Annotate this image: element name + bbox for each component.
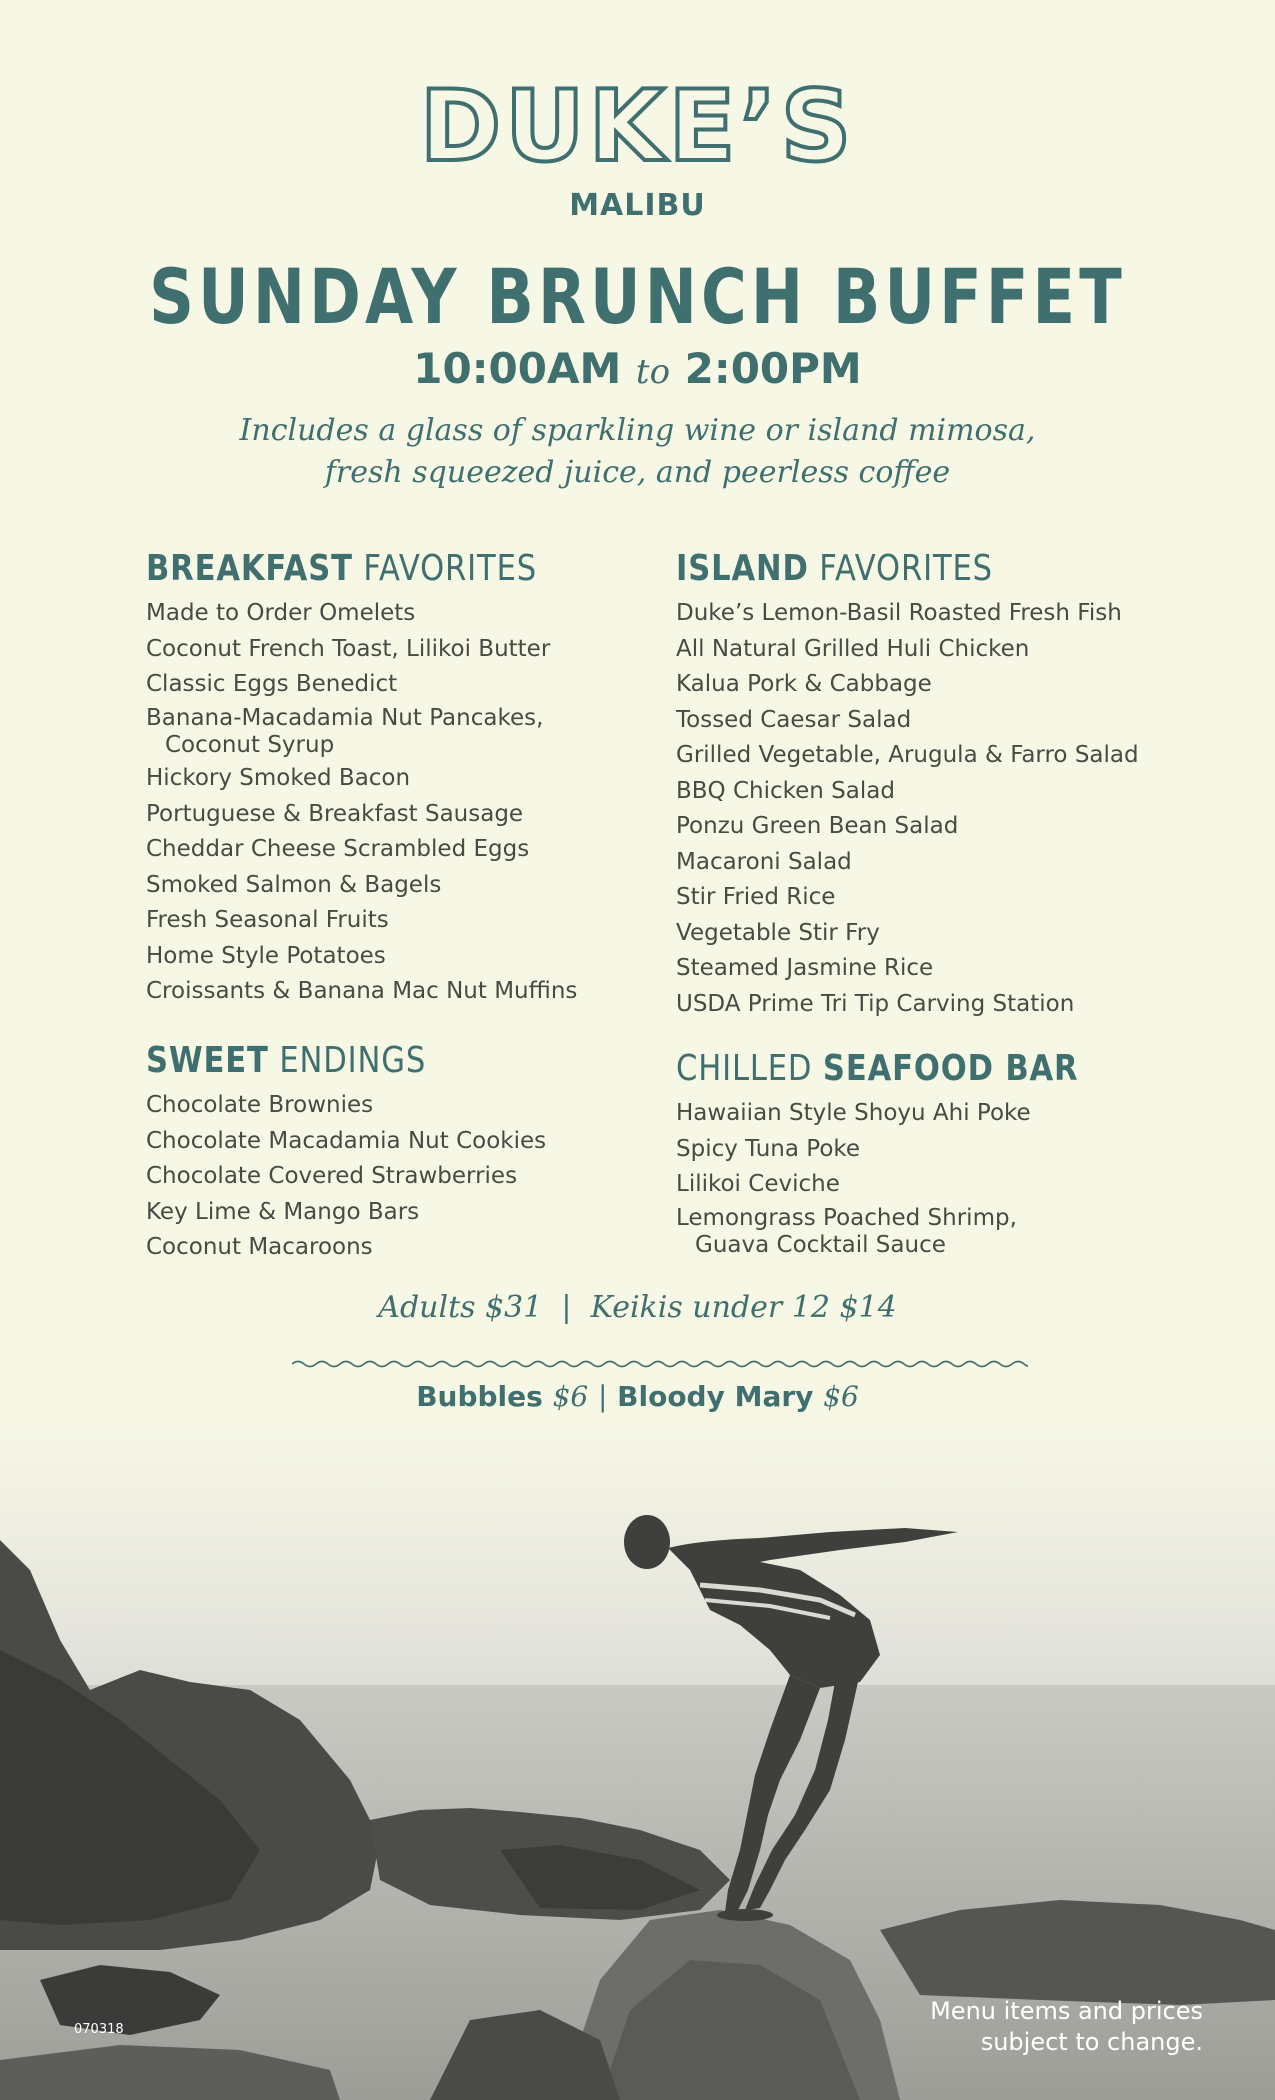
list-item: [146, 705, 666, 759]
list-item: Coconut Macaroons: [146, 1234, 373, 1260]
keiki-price: Keikis under 12 $14: [590, 1290, 897, 1325]
list-item: Lilikoi Ceviche: [676, 1171, 840, 1197]
list-item: Portuguese & Breakfast Sausage: [146, 800, 524, 827]
drink-bubbles: Bubbles: [416, 1380, 543, 1413]
breakfast-heading: [146, 546, 588, 592]
seafood-section: [676, 1046, 1196, 1263]
list-item: Ponzu Green Bean Salad: [676, 813, 959, 839]
list-item: Chocolate Covered Strawberries: [146, 1163, 518, 1189]
list-item: Hickory Smoked Bacon: [146, 765, 411, 791]
list-item: Smoked Salmon & Bagels: [146, 871, 442, 898]
hours: [0, 344, 1275, 393]
island-section: [676, 546, 1196, 1024]
price-separator: |: [561, 1290, 572, 1325]
list-item: BBQ Chicken Salad: [676, 777, 895, 804]
list-item: [676, 1205, 1196, 1259]
list-item: Tossed Caesar Salad: [676, 706, 912, 733]
list-item: USDA Prime Tri Tip Carving Station: [676, 990, 1075, 1017]
adult-price: Adults $31: [378, 1290, 543, 1325]
list-item: Chocolate Macadamia Nut Cookies: [146, 1127, 547, 1154]
list-item: Vegetable Stir Fry: [676, 919, 880, 946]
list-item: Croissants & Banana Mac Nut Muffins: [146, 978, 578, 1004]
shrimp-line-2: Guava Cocktail Sauce: [695, 1231, 946, 1258]
list-item: Steamed Jasmine Rice: [676, 955, 934, 981]
list-item: Stir Fried Rice: [676, 884, 836, 910]
wave-divider-top: [292, 1358, 1028, 1370]
list-item: Classic Eggs Benedict: [146, 671, 398, 697]
drink-bloody-mary-price: $6: [823, 1380, 859, 1413]
pancakes-line-2: Coconut Syrup: [165, 731, 335, 758]
includes-note: [0, 410, 1275, 494]
breakfast-heading-light: FAVORITES: [363, 548, 538, 589]
list-item: Fresh Seasonal Fruits: [146, 907, 389, 933]
includes-line-2: fresh squeezed juice, and peerless coffee: [324, 455, 951, 490]
island-heading: [676, 546, 1118, 592]
drink-separator: |: [597, 1380, 608, 1413]
list-item: Hawaiian Style Shoyu Ahi Poke: [676, 1100, 1031, 1126]
seafood-heading-light: CHILLED: [676, 1048, 813, 1089]
seafood-heading: [676, 1046, 1118, 1092]
breakfast-heading-bold: BREAKFAST: [146, 548, 353, 589]
drinks-row-1: [0, 1380, 1275, 1413]
list-item: Grilled Vegetable, Arugula & Farro Salad: [676, 742, 1139, 768]
sweet-section: [146, 1038, 666, 1268]
list-item: Made to Order Omelets: [146, 600, 416, 626]
island-heading-light: FAVORITES: [819, 548, 993, 589]
list-item: Cheddar Cheese Scrambled Eggs: [146, 836, 530, 862]
seafood-heading-bold: SEAFOOD BAR: [822, 1048, 1079, 1089]
breakfast-section: [146, 546, 666, 1012]
list-item: Coconut French Toast, Lilikoi Butter: [146, 635, 551, 662]
sweet-heading: [146, 1038, 588, 1084]
location-label: MALIBU: [569, 188, 706, 223]
disclaimer-line-1: Menu items and prices: [930, 1997, 1203, 2025]
pancakes-line-1: Banana-Macadamia Nut Pancakes,: [146, 704, 544, 731]
list-item: All Natural Grilled Huli Chicken: [676, 635, 1030, 662]
disclaimer-line-2: subject to change.: [980, 2028, 1203, 2056]
hours-to: to: [635, 352, 671, 392]
hours-start: 10:00AM: [413, 344, 622, 393]
list-item: Home Style Potatoes: [146, 942, 386, 969]
hours-end: 2:00PM: [684, 344, 862, 393]
list-item: Macaroni Salad: [676, 848, 852, 875]
shrimp-line-1: Lemongrass Poached Shrimp,: [676, 1204, 1017, 1231]
menu-code: 070318: [74, 2022, 124, 2037]
list-item: Chocolate Brownies: [146, 1092, 374, 1118]
list-item: Kalua Pork & Cabbage: [676, 671, 932, 697]
drink-bloody-mary: Bloody Mary: [617, 1380, 814, 1413]
island-heading-bold: ISLAND: [676, 548, 809, 589]
list-item: Key Lime & Mango Bars: [146, 1198, 420, 1225]
drink-bubbles-price: $6: [552, 1380, 589, 1413]
buffet-prices: [0, 1290, 1275, 1325]
disclaimer-note: [803, 1996, 1203, 2058]
list-item: Spicy Tuna Poke: [676, 1135, 861, 1162]
sweet-heading-bold: SWEET: [146, 1040, 269, 1081]
page-title: SUNDAY BRUNCH BUFFET: [149, 252, 1126, 341]
includes-line-1: Includes a glass of sparkling wine or island mimosa,: [239, 413, 1036, 448]
sweet-heading-light: ENDINGS: [279, 1040, 427, 1081]
list-item: Duke’s Lemon-Basil Roasted Fresh Fish: [676, 600, 1122, 626]
dukes-logo: DUKE’S: [419, 70, 856, 184]
